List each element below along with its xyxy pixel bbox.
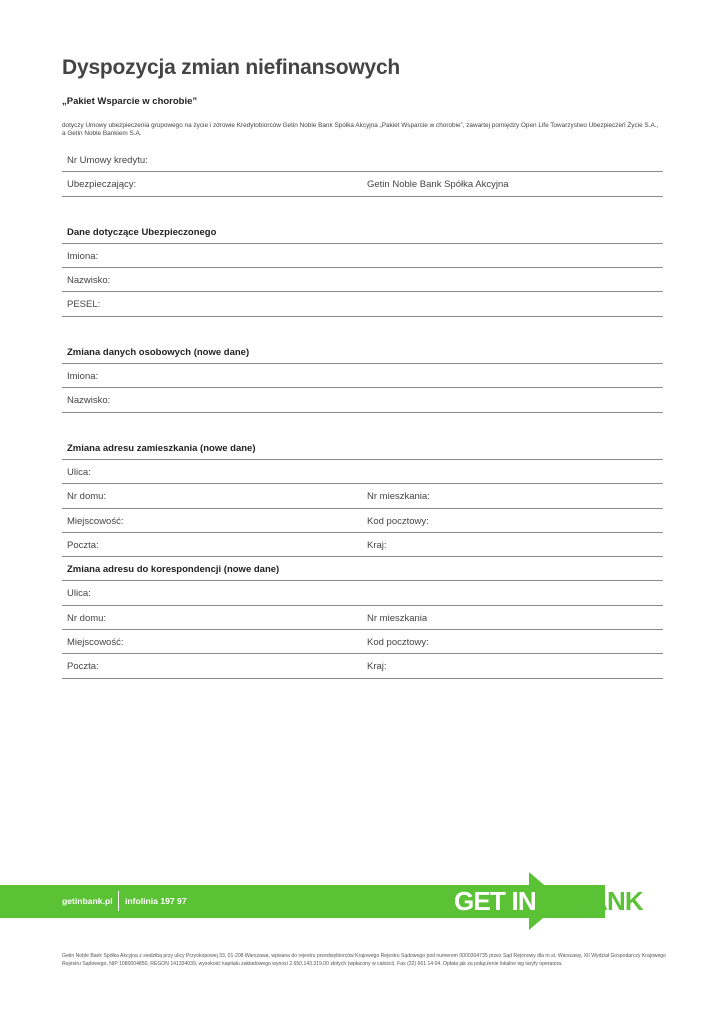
field-label: Ulica: [67,588,91,600]
insured-surname-field[interactable] [62,268,663,292]
corr-street-field[interactable] [62,581,663,605]
address-post-country-field[interactable] [62,533,663,557]
logo-getin: GET IN [454,886,536,916]
address-street-field[interactable] [62,460,663,484]
document-subtitle: „Pakiet Wsparcie w chorobie” [62,96,198,107]
section-heading: Dane dotyczące Ubezpieczonego [67,226,217,238]
hotline-text: infolinia 197 97 [125,896,187,906]
field-label: Miejscowość: [67,637,124,649]
field-label: PESEL: [67,299,101,311]
field-label: Ubezpieczający: [67,179,137,191]
section-heading-insured [62,220,663,244]
new-surname-field[interactable] [62,388,663,412]
field-label: Imiona: [67,250,99,262]
address-city-postal-field[interactable] [62,509,663,533]
field-label: Kraj: [367,539,387,551]
spacer [62,413,663,436]
spacer [62,317,663,340]
field-label: Kod pocztowy: [367,515,429,527]
spacer [62,197,663,220]
footer-divider [118,891,119,911]
field-label: Poczta: [67,661,99,673]
insured-pesel-field[interactable] [62,292,663,316]
address-house-flat-field[interactable] [62,484,663,508]
corr-city-postal-field[interactable] [62,630,663,654]
section-heading: Zmiana adresu zamieszkania (nowe dane) [67,442,256,454]
legal-notice: Getin Noble Bank Spółka Akcyjna z siedzibą przy ulicy Przyokopowej 33, 01-208 Warszawa, wpisana do rejestru przedsiębiorców Krajowego Rejestru Sądowego pod numerem 0000304735 przez Sąd Rejonowy dla m.st. Warszawy, XII Wydział Gospodarczy Krajowego Rejestru Sądowego, NIP 1080004850, REGON 141334039, wysokość kapitału zakładowego wynosi 2.650.143.319,00 złotych (wpłacony w całości). Fax (32) 661 14 04. Opłata jak za połączenie lokalne wg taryfy operatora. [62,953,666,967]
field-label: Nr mieszkania: [367,491,430,503]
field-label: Nazwisko: [67,395,111,407]
field-label: Miejscowość: [67,515,124,527]
field-label: Ulica: [67,466,91,478]
credit-number-field[interactable] [62,148,663,172]
website-link[interactable]: getinbank.pl [62,896,113,906]
section-heading: Zmiana danych osobowych (nowe dane) [67,346,250,358]
field-label: Nazwisko: [67,275,111,287]
logo-bank: BANK [571,886,643,916]
section-heading-personal [62,340,663,364]
corr-house-flat-field[interactable] [62,606,663,630]
section-heading-address [62,436,663,460]
form [62,148,663,679]
field-label: Nr Umowy kredytu: [67,155,148,166]
section-heading-correspondence [62,557,663,581]
field-label: Poczta: [67,539,99,551]
insurer-value: Getin Noble Bank Spółka Akcyjna [367,179,509,191]
intro-text: dotyczy Umowy ubezpieczenia grupowego na życie i zdrowie Kredytobiorców Getin Noble Bank Spółka Akcyjna „Pakiet Wsparcie w chorobie”, zawartej pomiędzy Open Life Towarzystwo Ubezpieczeń Życie S.A., a Getin Noble Bankiem S.A. [62,122,659,137]
document-title: Dyspozycja zmian niefinansowych [62,56,401,79]
new-first-names-field[interactable] [62,364,663,388]
corr-post-country-field[interactable] [62,654,663,678]
field-label: Nr domu: [67,491,107,503]
field-label: Imiona: [67,371,99,383]
insurer-field [62,172,663,196]
field-label: Kraj: [367,661,387,673]
field-label: Nr mieszkania [367,612,428,624]
field-label: Kod pocztowy: [367,637,429,649]
section-heading: Zmiana adresu do korespondencji (nowe dane) [67,564,280,576]
insured-first-names-field[interactable] [62,244,663,268]
field-label: Nr domu: [67,612,107,624]
